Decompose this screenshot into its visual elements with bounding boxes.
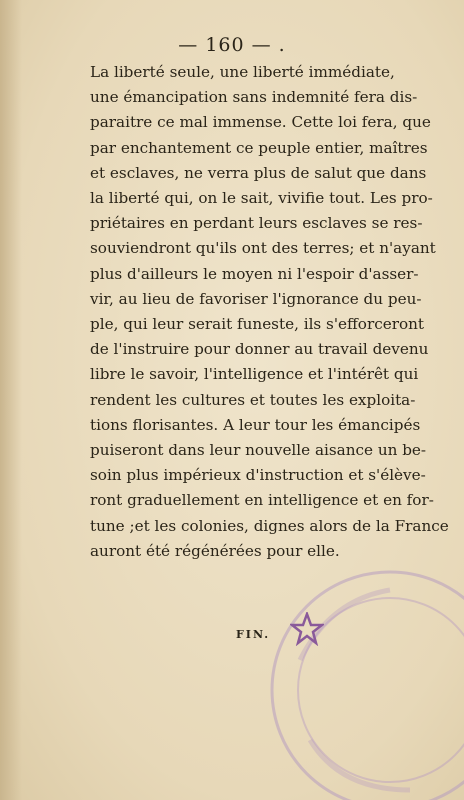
text-line: la liberté qui, on le sait, vivifie tout. Les pro- xyxy=(90,189,433,208)
body-text xyxy=(90,60,449,564)
text-line: ront graduellement en intelligence et en for- xyxy=(90,491,434,510)
text-line: de l'instruire pour donner au travail devenu xyxy=(90,340,429,359)
text-line: par enchantement ce peuple entier, maîtres xyxy=(90,138,428,157)
text-line: La liberté seule, une liberté immédiate, xyxy=(90,63,395,81)
text-line: plus d'ailleurs le moyen ni l'espoir d'asser- xyxy=(90,264,419,283)
text-line: tune ;et les colonies, dignes alors de la France xyxy=(90,516,449,535)
text-line: souviendront qu'ils ont des terres; et n'ayant xyxy=(90,239,436,258)
text-line: une émancipation sans indemnité fera dis- xyxy=(90,88,418,107)
text-line: priétaires en perdant leurs esclaves se res- xyxy=(90,214,423,233)
page-number: — 160 — . xyxy=(178,34,286,56)
text-line: paraitre ce mal immense. Cette loi fera, que xyxy=(90,113,431,132)
star-stamp-icon xyxy=(290,612,324,646)
text-line: libre le savoir, l'intelligence et l'intérêt qui xyxy=(90,365,419,384)
text-line: ple, qui leur serait funeste, ils s'efforceront xyxy=(90,315,424,334)
library-stamp-icon xyxy=(240,540,464,800)
text-line: et esclaves, ne verra plus de salut que dans xyxy=(90,163,427,182)
text-line: tions florisantes. A leur tour les émancipés xyxy=(90,415,421,434)
text-line: auront été régénérées pour elle. xyxy=(90,541,340,560)
text-line: rendent les cultures et toutes les exploita- xyxy=(90,390,416,409)
page-edge-shadow xyxy=(0,0,22,800)
text-line: puiseront dans leur nouvelle aisance un be- xyxy=(90,441,427,460)
end-mark: FIN. xyxy=(236,628,271,641)
text-line: soin plus impérieux d'instruction et s'élève- xyxy=(90,466,426,485)
text-line: vir, au lieu de favoriser l'ignorance du peu- xyxy=(90,289,422,308)
